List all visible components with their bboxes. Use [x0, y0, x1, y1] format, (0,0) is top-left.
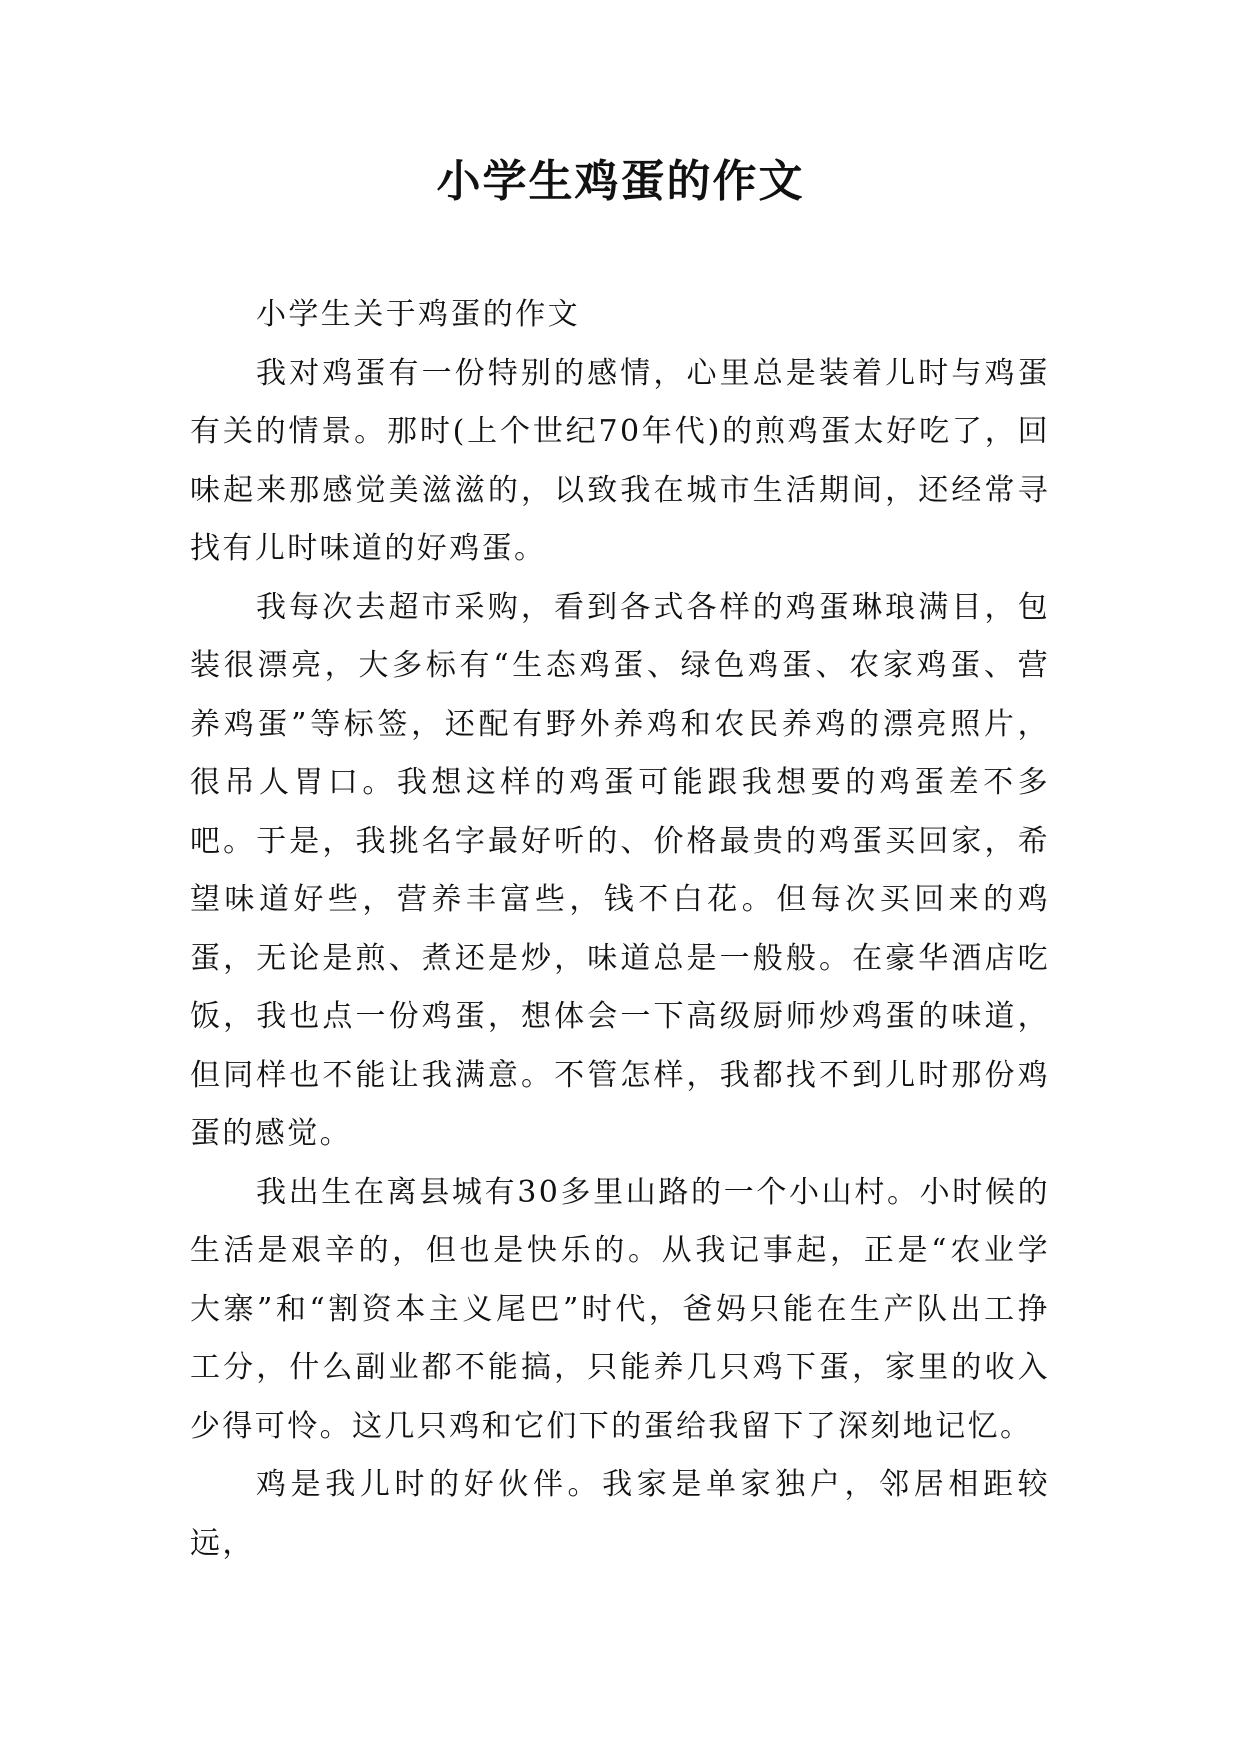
document-body	[190, 286, 1050, 1573]
body-paragraph: 鸡是我儿时的好伙伴。我家是单家独户，邻居相距较远，	[190, 1467, 1050, 1561]
body-paragraph: 我对鸡蛋有一份特别的感情，心里总是装着儿时与鸡蛋有关的情景。那时(上个世纪70年代)的煎鸡蛋太好吃了，回味起来那感觉美滋滋的，以致我在城市生活期间，还经常寻找有儿时味道的好鸡蛋。	[190, 355, 1050, 566]
body-paragraph: 我每次去超市采购，看到各式各样的鸡蛋琳琅满目，包装很漂亮，大多标有“生态鸡蛋、绿色鸡蛋、农家鸡蛋、营养鸡蛋”等标签，还配有野外养鸡和农民养鸡的漂亮照片，很吊人胃口。我想这样的鸡蛋可能跟我想要的鸡蛋差不多吧。于是，我挑名字最好听的、价格最贵的鸡蛋买回家，希望味道好些，营养丰富些，钱不白花。但每次买回来的鸡蛋，无论是煎、煮还是炒，味道总是一般般。在豪华酒店吃饭，我也点一份鸡蛋，想体会一下高级厨师炒鸡蛋的味道，但同样也不能让我满意。不管怎样，我都找不到儿时那份鸡蛋的感觉。	[190, 589, 1050, 1151]
document-title: 小学生鸡蛋的作文	[436, 156, 805, 207]
body-paragraph: 我出生在离县城有30多里山路的一个小山村。小时候的生活是艰辛的，但也是快乐的。从我记事起，正是“农业学大寨”和“割资本主义尾巴”时代，爸妈只能在生产队出工挣工分，什么副业都不能搞，只能养几只鸡下蛋，家里的收入少得可怜。这几只鸡和它们下的蛋给我留下了深刻地记忆。	[190, 1174, 1050, 1444]
subtitle-paragraph: 小学生关于鸡蛋的作文	[256, 297, 580, 332]
